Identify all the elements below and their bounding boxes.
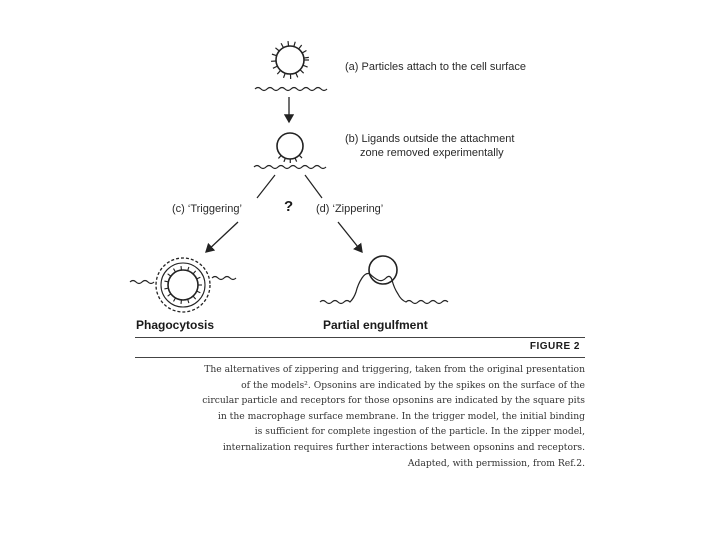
step-c-label: (c) ‘Triggering’ — [172, 203, 242, 215]
opsonin-spike — [193, 296, 196, 299]
caption-line: internalization requires further interactions between opsonins and receptors. — [222, 441, 585, 453]
arrow-to-phagocytosis — [206, 222, 238, 252]
step-a-label: (a) Particles attach to the cell surface — [345, 61, 526, 73]
opsonin-spike — [197, 277, 201, 279]
question-mark: ? — [284, 198, 294, 215]
membrane-b — [254, 166, 326, 169]
engulfed-particle — [130, 258, 236, 312]
particle-ligands-removed — [254, 133, 326, 169]
membrane-a — [255, 88, 327, 91]
opsonin-spike — [278, 156, 281, 159]
branch-line-right — [305, 175, 322, 198]
caption-rule — [135, 357, 585, 358]
figure-caption — [135, 362, 585, 471]
opsonin-spike — [284, 73, 286, 78]
step-b-label-line1: (b) Ligands outside the attachment — [345, 133, 515, 145]
step-d-label: (d) ‘Zippering’ — [316, 203, 384, 215]
caption-line: The alternatives of zippering and triggering, taken from the original presentation — [204, 364, 585, 375]
caption-line: circular particle and receptors for those opsonins are indicated by the square pits — [202, 395, 585, 407]
partially-engulfed-particle — [320, 256, 448, 304]
figure-number: FIGURE 2 — [529, 341, 580, 352]
opsonin-spike — [273, 66, 277, 68]
opsonin-spike — [174, 269, 176, 272]
opsonin-spike — [302, 51, 306, 54]
opsonin-spike — [304, 57, 309, 58]
caption-line: in the macrophage surface membrane. In the trigger model, the initial binding — [217, 410, 585, 422]
opsonin-spike — [294, 42, 295, 47]
opsonin-spike — [277, 70, 280, 74]
arrow-to-partial-engulfment — [338, 222, 362, 252]
particle-attached — [255, 41, 327, 90]
opsonin-spike — [296, 73, 298, 78]
opsonin-spike — [272, 54, 277, 56]
opsonin-spike — [281, 43, 283, 47]
opsonin-spike — [188, 267, 189, 271]
caption-line: is sufficient for complete ingestion of the particle. In the zipper model, — [254, 426, 585, 438]
membrane-c-right — [212, 277, 236, 280]
opsonin-spike — [174, 298, 176, 301]
opsonin-spike — [303, 65, 308, 67]
membrane-c-left — [130, 281, 154, 284]
step-b-label-line2: zone removed experimentally — [360, 147, 504, 159]
opsonin-spike — [300, 70, 304, 73]
phagocytosis-label: Phagocytosis — [136, 318, 215, 332]
opsonin-spike — [193, 271, 196, 274]
opsonin-spike — [275, 48, 279, 51]
branch-line-left — [257, 175, 275, 198]
opsonin-spike — [299, 45, 302, 49]
opsonin-spike — [168, 294, 171, 296]
caption-line: Adapted, with permission, from Ref.2. — [407, 457, 585, 469]
caption-line: of the models². Opsonins are indicated by the spikes on the surface of the — [241, 379, 585, 391]
opsonin-spike — [288, 41, 289, 46]
opsonin-spike — [197, 291, 201, 293]
opsonin-spike — [299, 155, 302, 158]
opsonin-spike — [295, 158, 297, 162]
opsonin-spike — [284, 158, 285, 162]
top-rule — [135, 337, 585, 338]
opsonin-spike — [188, 299, 189, 303]
partial-engulfment-label: Partial engulfment — [323, 318, 428, 332]
opsonin-spike — [168, 274, 171, 276]
